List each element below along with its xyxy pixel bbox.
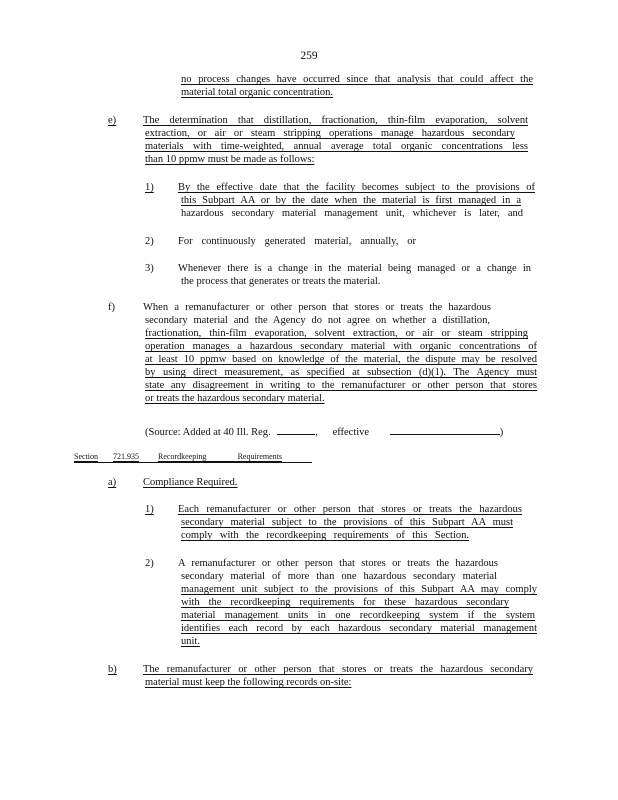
item-f-line-2: secondary material and the Agency do not agree on whether a distillation, [145,315,490,326]
item-f-line-5: at least 10 ppmw based on knowledge of the material, the dispute may be resolved [145,354,537,365]
section-number: 721.935 [113,452,139,461]
intro-line-1: no process changes have occurred since that analysis that could affect the [181,74,533,85]
item-f-line-6: by using direct measurement, as specified at subsection (d)(1). The Agency must [145,367,537,378]
item-f-line-3: fractionation, thin-film evaporation, solvent extraction, or air or steam stripping [145,328,528,339]
section-heading-rule [74,462,312,463]
item-e-sub2-text: For continuously generated material, annually, or [178,236,416,247]
item-e-line-4: than 10 ppmw must be made as follows: [145,154,315,165]
section-title: Recordkeeping Requirements [158,452,282,461]
item-e-line-3: materials with time-weighted, annual average total organic concentrations less [145,141,528,152]
item-a-label: a) [108,477,117,488]
source-effective: effective [332,427,370,438]
source-close: ) [499,427,504,438]
item-a-sub1-label: 1) [145,504,154,515]
item-e-sub1-line-1: By the effective date that the facility becomes subject to the provisions of [178,182,535,193]
item-e-sub3-line-1: Whenever there is a change in the material being managed or a change in [178,263,531,274]
page-number: 259 [300,50,318,62]
item-e-sub3-line-2: the process that generates or treats the material. [181,276,381,287]
item-e-sub2-label: 2) [145,236,154,247]
item-f-line-8: or treats the hazardous secondary material. [145,393,325,404]
item-e-sub1-label: 1) [145,182,154,193]
item-a-sub1-line-2: secondary material subject to the provisions of this Subpart AA must [181,517,513,528]
item-a-sub2-line-3: management unit subject to the provisions of this Subpart AA may comply [181,584,537,595]
item-f-label: f) [108,302,115,313]
item-e-sub1-line-3: hazardous secondary material management unit, whichever is later, and [181,208,523,219]
item-a-sub2-line-5: material management units in one recordkeeping system if the system [181,610,535,621]
source-prefix: (Source: Added at 40 Ill. Reg. [145,427,271,438]
item-b-label: b) [108,664,117,675]
source-comma: , [315,427,318,438]
item-f-line-7: state any disagreement in writing to the remanufacturer or other person that stores [145,380,537,391]
item-a-sub1-line-3: comply with the recordkeeping requirements of this Section. [181,530,469,541]
item-b-line-2: material must keep the following records on-site: [145,677,352,688]
item-a-sub2-line-1: A remanufacturer or other person that stores or treats the hazardous [178,558,498,569]
item-b-line-1: The remanufacturer or other person that stores or treats the hazardous secondary [143,664,533,675]
section-label: Section [74,452,98,461]
item-e-line-1: The determination that distillation, fractionation, thin-film evaporation, solvent [143,115,528,126]
item-a-sub2-line-2: secondary material of more than one hazardous secondary material [181,571,497,582]
item-f-line-4: operation manages a hazardous secondary material with organic concentrations of [145,341,537,352]
source-note [145,424,503,439]
intro-line-2: material total organic concentration. [181,87,333,98]
item-a-sub1-line-1: Each remanufacturer or other person that stores or treats the hazardous [178,504,522,515]
item-e-line-2: extraction, or air or steam stripping operations manage hazardous secondary [145,128,515,139]
source-blank-register [277,424,315,435]
item-e-sub1-line-2: this Subpart AA or by the date when the material is first managed in a [181,195,521,206]
item-a-title: Compliance Required. [143,477,238,488]
item-a-sub2-line-6: identifies each record by each hazardous secondary material management [181,623,537,634]
item-a-sub2-label: 2) [145,558,154,569]
item-e-sub3-label: 3) [145,263,154,274]
item-f-line-1: When a remanufacturer or other person that stores or treats the hazardous [143,302,491,313]
item-a-sub2-line-4: with the recordkeeping requirements for these hazardous secondary [181,597,509,608]
item-a-sub2-line-7: unit. [181,636,200,647]
item-e-label: e) [108,115,117,126]
source-blank-effective [390,424,500,435]
